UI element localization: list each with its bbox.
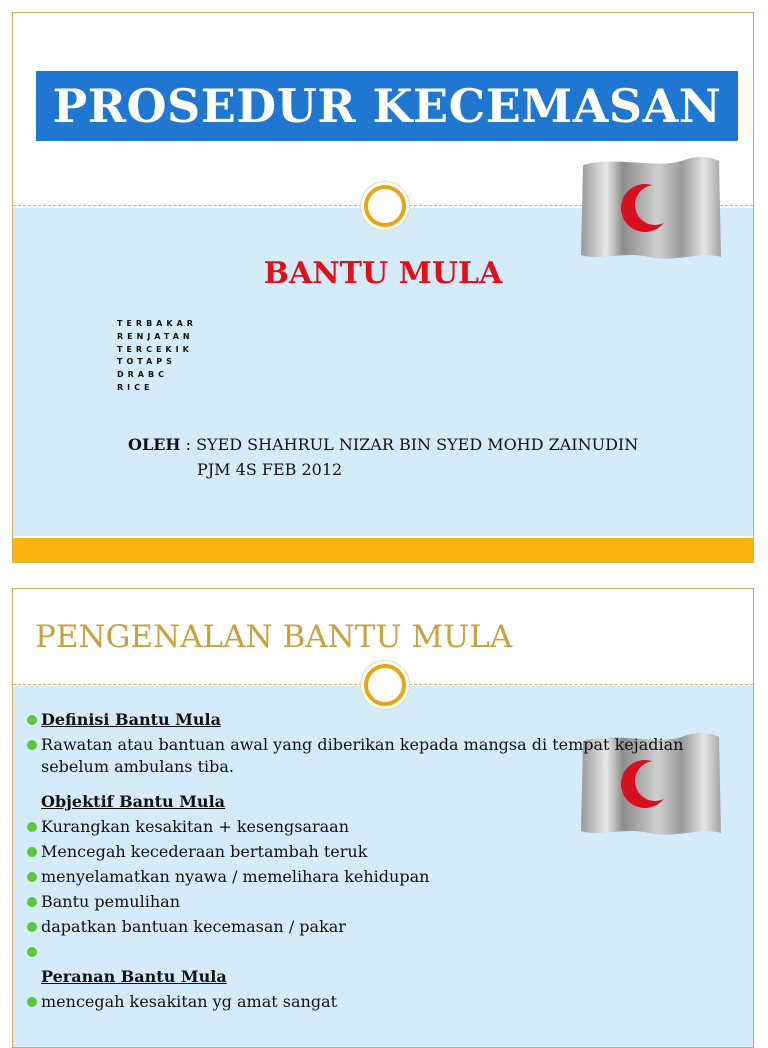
list-item [27, 916, 727, 938]
definition-text: Rawatan atau bantuan awal yang diberikan kepada mangsa di tempat kejadian sebelum ambulans tiba. [41, 735, 684, 776]
bullet-icon [27, 897, 37, 907]
section-heading: PENGENALAN BANTU MULA [35, 619, 513, 655]
list-item [27, 816, 727, 838]
role-item: mencegah kesakitan yg amat sangat [41, 992, 338, 1011]
bullet-icon [27, 922, 37, 932]
bullet-icon [27, 997, 37, 1007]
content-list [27, 709, 727, 1016]
author-label: OLEH [128, 435, 181, 454]
topic-item: DRABC [117, 370, 168, 380]
objective-heading: Objektif Bantu Mula [41, 792, 226, 811]
objective-item: Kurangkan kesakitan + kesengsaraan [41, 817, 350, 836]
role-heading: Peranan Bantu Mula [41, 967, 227, 986]
page-title: PROSEDUR KECEMASAN [36, 71, 738, 141]
topic-item: TERCEKIK [117, 344, 193, 354]
author-block [128, 432, 638, 482]
topic-item: RICE [117, 382, 154, 392]
bullet-icon [27, 715, 37, 725]
list-item [27, 841, 727, 863]
bullet-icon [27, 822, 37, 832]
topic-list [117, 318, 197, 395]
author-name: : SYED SHAHRUL NIZAR BIN SYED MOHD ZAINUDIN [180, 435, 639, 454]
list-item [27, 709, 727, 731]
subtitle: BANTU MULA [263, 256, 503, 291]
author-class: PJM 4S FEB 2012 [197, 460, 343, 479]
red-crescent-flag-icon [579, 153, 725, 265]
list-item [27, 991, 727, 1013]
title-slide [12, 12, 754, 563]
objective-item: menyelamatkan nyawa / memelihara kehidupan [41, 867, 430, 886]
list-item [27, 866, 727, 888]
bullet-icon [27, 847, 37, 857]
accent-bar [13, 538, 753, 563]
list-item [27, 941, 727, 963]
ring-ornament-icon [364, 664, 406, 706]
definition-heading: Definisi Bantu Mula [41, 710, 221, 729]
bullet-icon [27, 947, 37, 957]
list-item [27, 734, 727, 778]
list-item [27, 891, 727, 913]
objective-item: Bantu pemulihan [41, 892, 180, 911]
intro-slide [12, 588, 754, 1048]
list-item [27, 966, 727, 988]
objective-item: Mencegah kecederaan bertambah teruk [41, 842, 368, 861]
bullet-icon [27, 740, 37, 750]
topic-item: RENJATAN [117, 331, 194, 341]
topic-item: TERBAKAR [117, 319, 197, 328]
objective-item: dapatkan bantuan kecemasan / pakar [41, 917, 346, 936]
list-item [27, 791, 727, 813]
topic-item: TOTAPS [117, 357, 176, 367]
bullet-icon [27, 872, 37, 882]
ring-ornament-icon [364, 185, 406, 227]
